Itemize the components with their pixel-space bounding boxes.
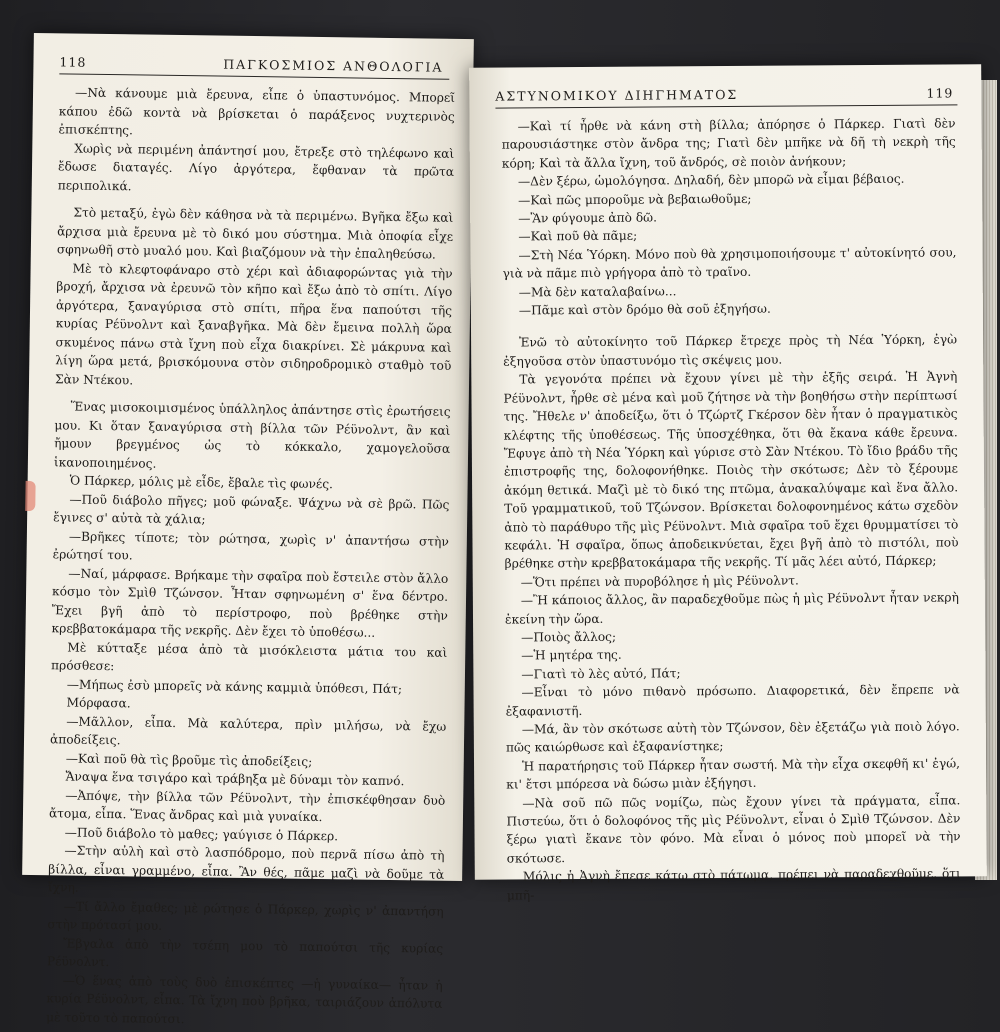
paragraph: —Ἢ κάποιος ἄλλος, ἂν παραδεχθοῦμε πὼς ἡ μὶς Ρέϋνολντ ἦταν νεκρὴ ἐκείνη τὴν ὥρα. (504, 590, 959, 627)
paragraph: —Ναί, μάρφασε. Βρήκαμε τὴν σφαῖρα ποὺ ἔστειλε στὸν ἄλλο κόσμο τὸν Σμὶθ Τζώνσον. Ἦταν σφηνωμένη σ' ἕνα δέντρο. Ἔχει βγῆ ἀπὸ τὸ περίστροφο, ποὺ βρέθηκε στὴν κρεββατοκάμαρα τῆς νεκρῆς. Δὲν ἔχει τὸ ὑποθέσω... (51, 566, 449, 640)
left-page-body (46, 83, 456, 1026)
right-page-body (501, 114, 961, 903)
paragraph: —Γιατὶ τὸ λὲς αὐτό, Πάτ; (521, 666, 681, 682)
paragraph: —Καὶ ποῦ θὰ τὶς βροῦμε τὶς ἀποδείξεις; (65, 750, 313, 769)
paragraph: —Καὶ πῶς μποροῦμε νὰ βεβαιωθοῦμε; (518, 191, 752, 208)
paragraph: —Ποιὸς ἄλλος; (521, 629, 617, 645)
right-running-head: ΑΣΤΥΝΟΜΙΚΟΥ ΔΙΗΓΗΜΑΤΟΣ (495, 86, 739, 104)
left-page-number: 118 (59, 54, 87, 70)
paragraph: —Νὰ κάνουμε μιὰ ἔρευνα, εἶπε ὁ ὑπαστυνόμος. Μπορεῖ κάπου ἐδῶ κοντὰ νὰ βρίσκεται ὁ παράξενος νυχτερινὸς ἐπισκέπτης. (58, 85, 456, 138)
paragraph: Μόρφασα. (66, 695, 131, 711)
paragraph: Τὰ γεγονότα πρέπει νὰ ἔχουν γίνει μὲ τὴν ἑξῆς σειρά. Ἡ Ἀγνὴ Ρέϋνολντ, ἦρθε σὲ μένα καὶ μοῦ ζήτησε νὰ τὴν βοηθήσω στὴν περίπτωσί της. Ἤθελε ν' ἀποδείξω, ὅτι ὁ Τζώρτζ Γκέρσον δὲν ἦταν ὁ πραγματικὸς κλέφτης τῆς ὑποθέσεως. Τῆς ὑποσχέθηκα, ὅτι θὰ ἔκανα κάθε ἔρευνα. Ἔφυγε ἀπὸ τὴ Νέα Ὑόρκη καὶ γύρισε στὸ Σὰν Ντέκου. Τὸ ἴδιο βράδυ τῆς ἐπιστροφῆς της, δολοφονήθηκε. Ποιὸς τὴν σκότωσε; Δὲν τὸ ξέρουμε ἀκόμη θετικά. Μαζὶ μὲ τὸ δικό της πτῶμα, ἀνακαλύψαμε καὶ ἕνα ἄλλο. Τοῦ γραμματικοῦ, τοῦ Τζώνσον. Βρίσκεται δολοφονημένος κάτω σχεδὸν ἀπὸ τὸ παράθυρο τῆς μὶς Ρέϋνολντ. Μιὰ σφαῖρα τοῦ ἔχει θρυμματίσει τὸ κεφάλι. Ἡ σφαῖρα, ὅπως ἀποδεικνύεται, ἔχει βγῆ ἀπὸ τὸ πιστόλι, ποὺ βρέθηκε στὴν κρεββατοκάμαρα τῆς νεκρῆς. Τί μᾶς λέει αὐτό, Πάρκερ; (503, 369, 959, 571)
paragraph: —Δὲν ξέρω, ὡμολόγησα. Δηλαδή, δὲν μπορῶ νὰ εἶμαι βέβαιος. (517, 171, 905, 189)
paragraph: Ἐνῶ τὸ αὐτοκίνητο τοῦ Πάρκερ ἔτρεχε πρὸς τὴ Νέα Ὑόρκη, ἐγὼ ἐξηγοῦσα στὸν ὑπαστυνόμο τὶς σκέψεις μου. (503, 332, 958, 369)
paragraph: —Ἡ μητέρα της. (521, 648, 622, 663)
paragraph: —Μᾶλλον, εἶπα. Μὰ καλύτερα, πρὶν μιλήσω, νὰ ἔχω ἀποδείξεις. (49, 713, 447, 748)
paragraph: —Μά, ἂν τὸν σκότωσε αὐτὴ τὸν Τζώνσον, δὲν ἐξετάζω γιὰ ποιὸ λόγο. πῶς καιώρθωσε καὶ ἐξαφανίστηκε; (505, 719, 960, 755)
paragraph: —Μήπως ἐσὺ μπορεῖς νὰ κάνης καμμιὰ ὑπόθεσι, Πάτ; (66, 676, 403, 696)
paragraph: —Ποῦ διάβολο πῆγες; μοῦ φώναξε. Ψάχνω νὰ σὲ βρῶ. Πῶς ἔγινες σ' αὐτὰ τὰ χάλια; (53, 492, 450, 527)
paragraph: —Καὶ τί ἦρθε νὰ κάνη στὴ βίλλα; ἀπόρησε ὁ Πάρκερ. Γιατὶ δὲν παρουσιάστηκε στὸν ἄνδρα της; Γιατὶ δὲν μπῆκε νὰ δῆ τὴ νεκρὴ τῆς κόρη; Καὶ τὰ ἄλλα ἴχνη, τοῦ ἄνδρός, σὲ ποιὸν ἀνήκουν; (501, 116, 956, 171)
paragraph: Ἡ παρατήρησις τοῦ Πάρκερ ἦταν σωστή. Μὰ τὴν εἶχα σκεφθῆ κι' ἐγώ, κι' ἔτσι μπόρεσα νὰ δώσω μιὰν ἐξήγησι. (506, 756, 961, 792)
bookmark-tab (25, 481, 35, 511)
paragraph: Ἕνας μισοκοιμισμένος ὑπάλληλος ἀπάντησε στὶς ἐρωτήσεις μου. Κι ὅταν ξαναγύρισα στὴ βίλλα τῶν Ρέϋνολντ, ἂν καὶ ἤμουν βρεγμένος ὡς τὸ κόκκαλο, χαμογελοῦσα ἱκανοποιημένος. (53, 399, 451, 471)
left-page (22, 33, 474, 1026)
left-running-head: ΠΑΓΚΟΣΜΙΟΣ ΑΝΘΟΛΟΓΙΑ (223, 56, 444, 75)
paragraph: —Νὰ σοῦ πῶ πῶς νομίζω, πὼς ἔχουν γίνει τὰ πράγματα, εἶπα. Πιστεύω, ὅτι ὁ δολοφόνος τῆς μὶς Ρέϋνολντ, εἶναι ὁ Σμὶθ Τζώνσον. Δὲν ξέρω γιατὶ ἔκανε τὸν φόνο. Μὰ εἶναι ὁ μόνος ποὺ μπορεῖ νὰ τὴν σκότωσε. (506, 793, 961, 866)
paragraph: —Ἂν φύγουμε ἀπὸ δῶ. (518, 210, 658, 226)
right-page (469, 64, 987, 903)
paragraph: Ὁ Πάρκερ, μόλις μὲ εἶδε, ἔβαλε τὶς φωνές. (69, 473, 334, 492)
paragraph: —Ἀπόψε, τὴν βίλλα τῶν Ρέϋνολντ, τὴν ἐπισκέφθησαν δυὸ ἄτομα, εἶπα. Ἕνας ἄνδρας καὶ μιὰ γυναίκα. (48, 787, 446, 825)
left-page-header (59, 51, 449, 79)
paragraph: —Ποῦ διάβολο τὸ μαθες; γαύγισε ὁ Πάρκερ. (64, 824, 339, 843)
paragraph: —Βρῆκες τίποτε; τὸν ρώτησα, χωρὶς ν' ἀπαντήσω στὴν ἐρώτησί του. (52, 529, 449, 563)
paragraph: Στὸ μεταξύ, ἐγὼ δὲν κάθησα νὰ τὰ περιμένω. Βγῆκα ἔξω καὶ ἄρχισα μιὰ ἔρευνα μὲ τὸ δικό μου σύστημα. Μιὰ ὀποφία εἶχε σφηνωθῆ στὸ μυαλό μου. Καὶ βιαζόμουν νὰ τὴν ἐπαληθεύσω. (56, 205, 454, 262)
paragraph: —Στὴ Νέα Ὑόρκη. Μόνο ποὺ θὰ χρησιμοποιήσουμε τ' αὐτοκίνητό σου, γιὰ νὰ πᾶμε πιὸ γρήγορα ἀπὸ τὸ τραῖνο. (502, 245, 957, 281)
paragraph: Μὲ κύτταξε μέσα ἀπὸ τὰ μισόκλειστα μάτια του καὶ πρόσθεσε: (50, 639, 448, 674)
paragraph: Μόλις ἡ Ἀγνὴ ἔπεσε κάτω στὸ πάτωμα, πρέπει νὰ παραδεχθοῦμε, ὅτι μπῆ- (506, 866, 961, 903)
paragraph: —Ὅτι πρέπει νὰ πυροβόλησε ἡ μὶς Ρέϋνολντ. (520, 573, 799, 590)
paragraph: Ἄναψα ἕνα τσιγάρο καὶ τράβηξα μὲ δύναμι τὸν καπνό. (65, 769, 405, 789)
paragraph: —Καὶ ποῦ θὰ πᾶμε; (518, 229, 638, 244)
paragraph: Ἔβγαλα ἀπὸ τὴν τσέπη μου τὸ παπούτσι τῆς κυρίας Ρέϋνολντ. (46, 935, 444, 970)
paragraph: —Τί ἄλλο ἔμαθες; μὲ ρώτησε ὁ Πάρκερ, χωρὶς ν' ἀπαντήση στὴν πρότασί μου. (47, 898, 444, 933)
paragraph: —Εἶναι τὸ μόνο πιθανὸ πρόσωπο. Διαφορετικά, δὲν ἔπρεπε νὰ ἐξαφανιστῆ. (505, 682, 960, 719)
paragraph: —Μὰ δὲν καταλαβαίνω... (518, 284, 677, 300)
paragraph: —Ὁ ἕνας ἀπὸ τοὺς δυὸ ἐπισκέπτες —ἡ γυναίκα— ἦταν ἡ κυρία Ρέϋνολντ, εἶπα. Τὰ ἴχνη ποὺ βρῆκα, ταιριάζουν ἀπόλυτα μὲ τοῦτο τὸ παπούτσι. (46, 972, 443, 1026)
paragraph: Χωρὶς νὰ περιμένη ἀπάντησί μου, ἔτρεξε στὸ τηλέφωνο καὶ ἔδωσε διαταγές. Λίγο ἀργότερα, ἔφθαναν τὰ πρῶτα περιπολικά. (57, 141, 455, 193)
right-page-header (495, 82, 957, 108)
paragraph: —Πᾶμε καὶ στὸν δρόμο θὰ σοῦ ἐξηγήσω. (518, 301, 771, 318)
right-page-number: 119 (926, 85, 954, 101)
paragraph: —Στὴν αὐλὴ καὶ στὸ λασπόδρομο, ποὺ περνᾶ πίσω ἀπὸ τὴ βίλλα, εἶναι γραμμένο, εἶπα. Ἂν θές, πᾶμε μαζὶ νὰ δοῦμε τὰ ἴχνη. (47, 843, 445, 895)
paragraph: Μὲ τὸ κλεφτοφάναρο στὸ χέρι καὶ ἀδιαφορώντας γιὰ τὴν βροχή, ἄρχισα νὰ ἐρευνῶ τὸν κῆπο καὶ ἔξω ἀπὸ τὸ σπίτι. Λίγο ἀργότερα, ξαναγύρισα στὸ σπίτι, πῆρα ἕνα παπούτσι τῆς κυρίας Ρέϋνολντ καὶ ξαναβγῆκα. Μὰ δὲν ἔμεινα πολλὴ ὥρα σκυμένος πάνω στὰ ἴχνη ποὺ εἶχα διακρίνει. Σὲ μάκρυνα καὶ λίγη ὥρα μετά, βρισκόμουνα στὸν σιδηροδρομικὸ σταθμὸ τοῦ Σὰν Ντέκου. (54, 261, 453, 387)
